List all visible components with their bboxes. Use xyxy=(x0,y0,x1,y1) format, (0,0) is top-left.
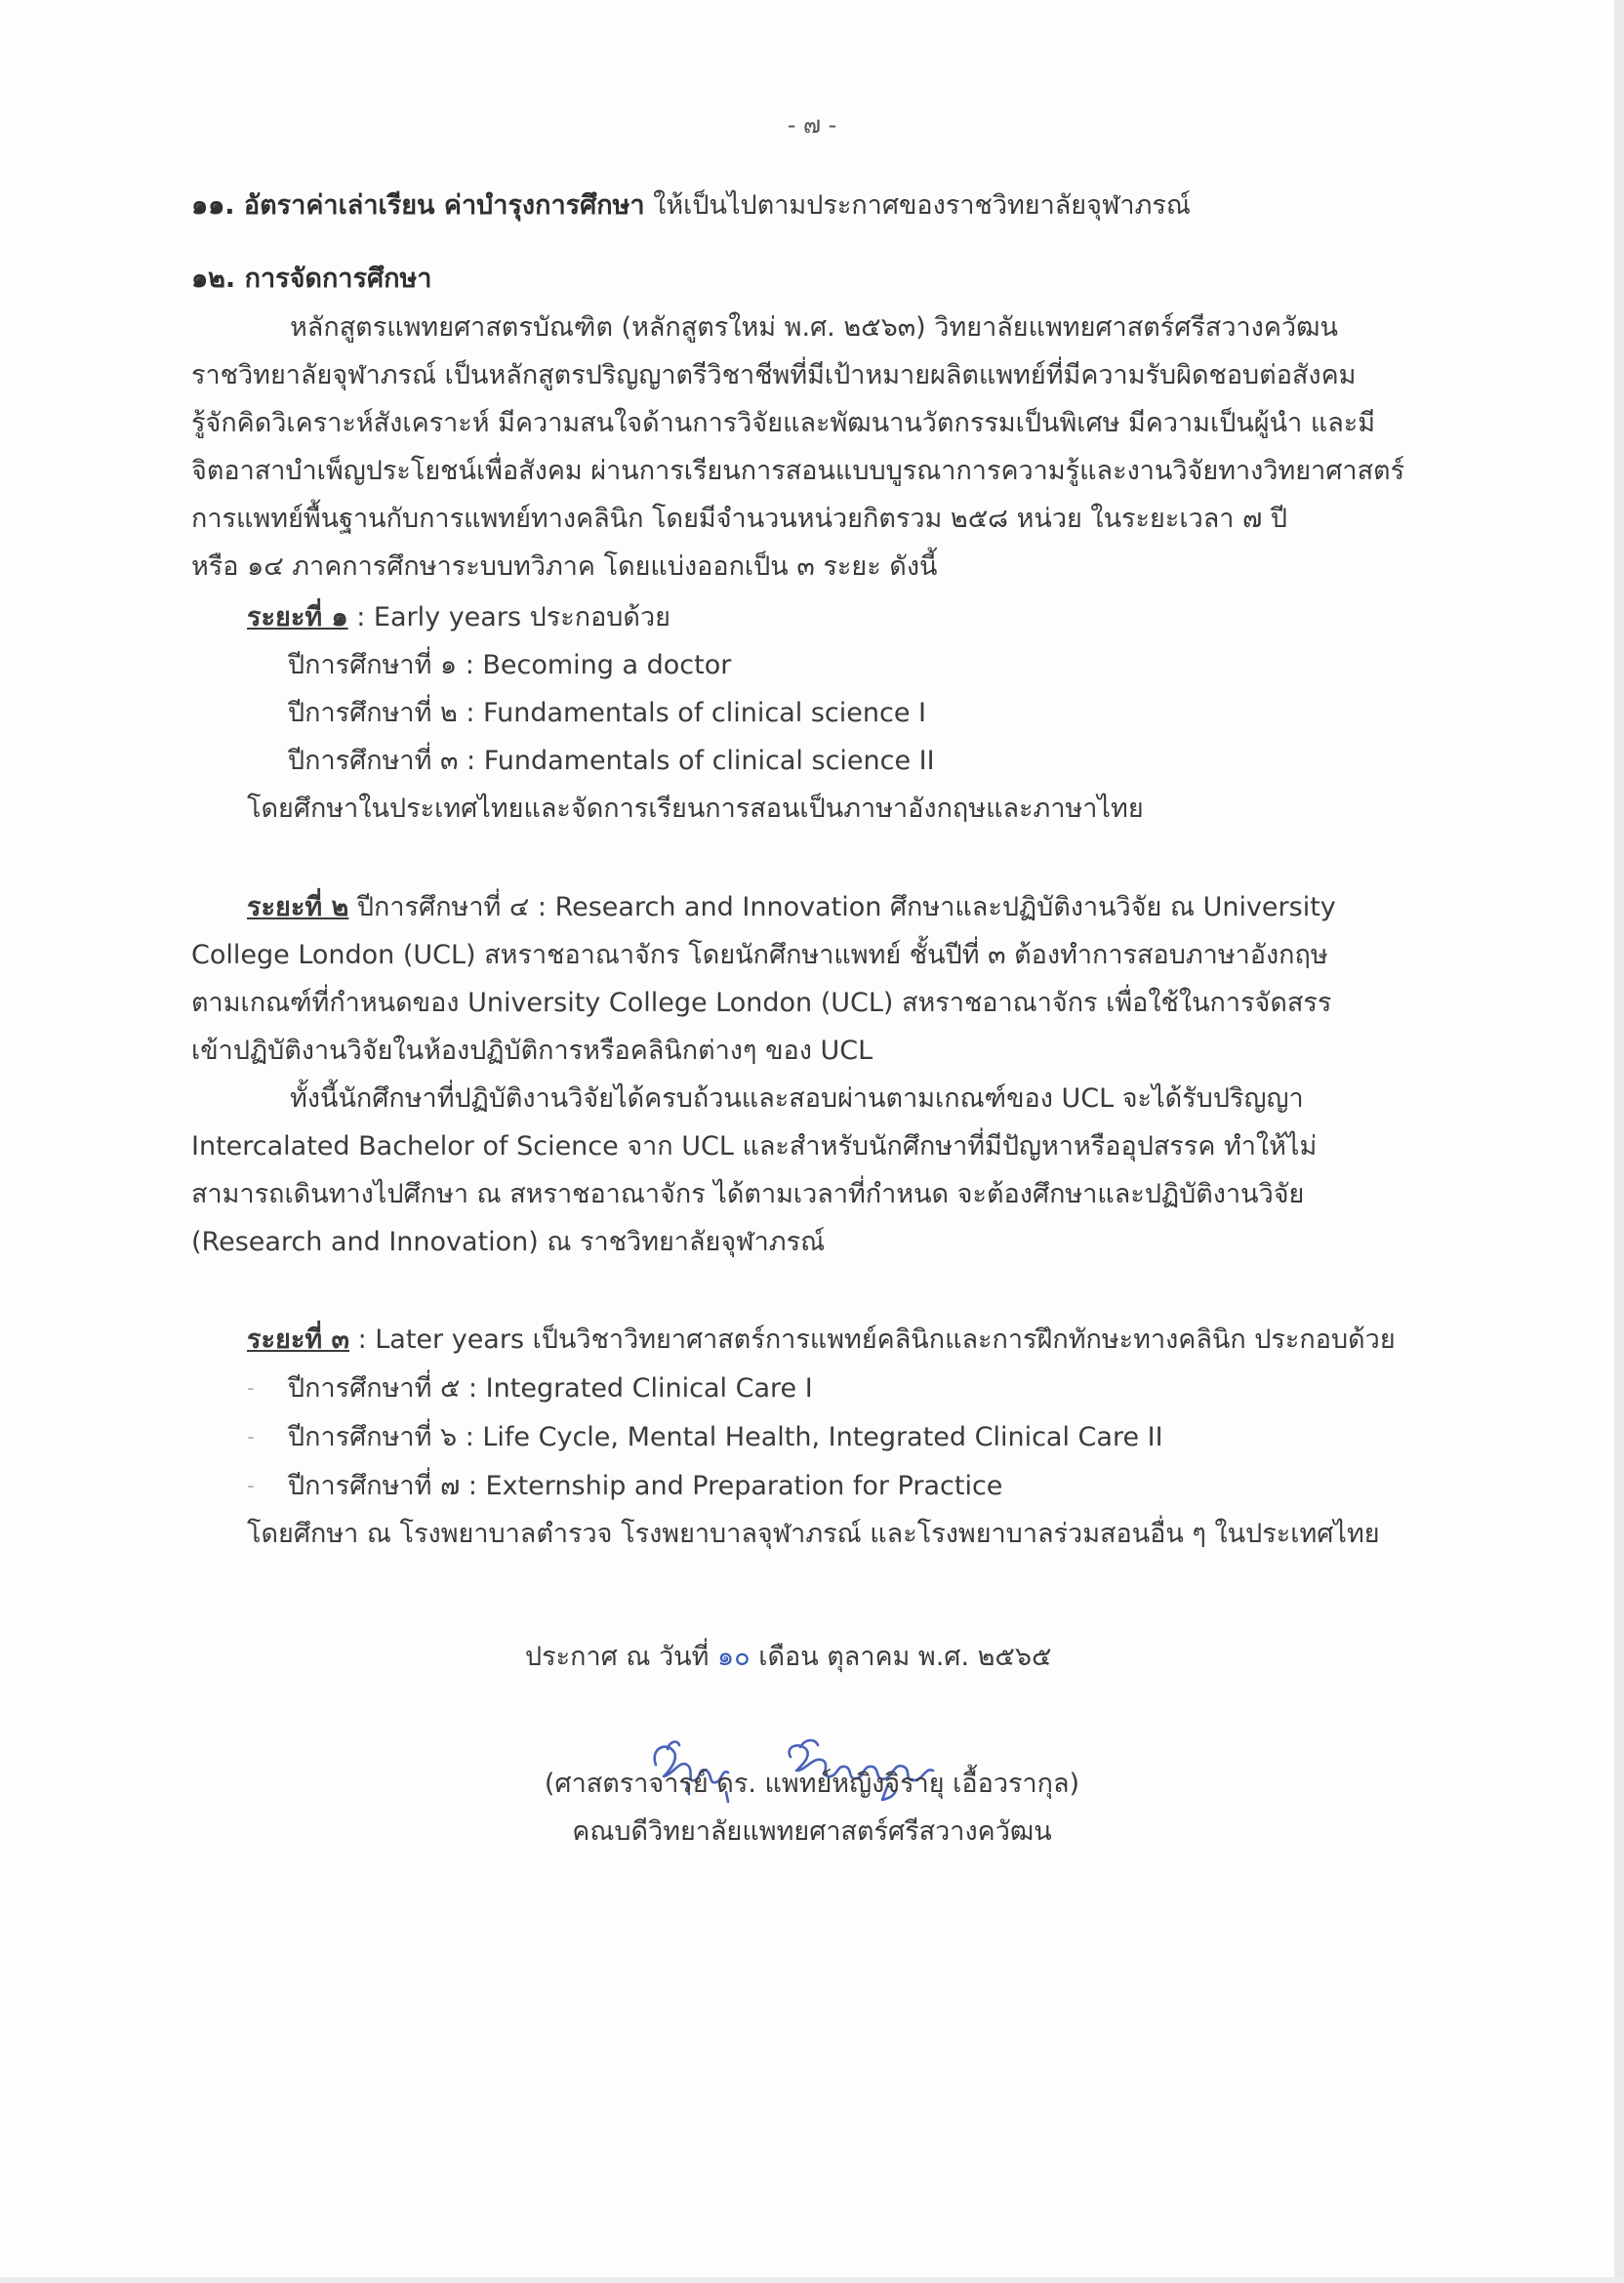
phase-1-year: ปีการศึกษาที่ ๓ : Fundamentals of clinical science II xyxy=(288,746,935,776)
phase-1-label: ระยะที่ ๑ xyxy=(247,602,348,632)
paragraph-line: รู้จักคิดวิเคราะห์สังเคราะห์ มีความสนใจด้านการวิจัยและพัฒนานวัตกรรมเป็นพิเศษ มีความเป็นผู้นำ และมี xyxy=(191,408,1376,438)
section-12-heading: ๑๒. การจัดการศึกษา xyxy=(191,264,432,294)
announcement-prefix: ประกาศ ณ วันที่ xyxy=(525,1642,718,1672)
phase-2-paragraph-line: ทั้งนี้นักศึกษาที่ปฏิบัติงานวิจัยได้ครบถ้วนและสอบผ่านตามเกณฑ์ของ UCL จะได้รับปริญญา xyxy=(290,1083,1304,1114)
signer-position: คณบดีวิทยาลัยแพทยศาสตร์ศรีสวางควัฒน xyxy=(572,1816,1052,1847)
phase-1-heading xyxy=(247,600,670,635)
section-11-heading: ๑๑. อัตราค่าเล่าเรียน ค่าบำรุงการศึกษา xyxy=(191,190,645,221)
phase-2-paragraph-line: สามารถเดินทางไปศึกษา ณ สหราชอาณาจักร ได้ตามเวลาที่กำหนด จะต้องศึกษาและปฏิบัติงานวิจัย xyxy=(191,1179,1305,1209)
paragraph-line: หรือ ๑๔ ภาคการศึกษาระบบทวิภาค โดยแบ่งออกเป็น ๓ ระยะ ดังนี้ xyxy=(191,551,938,582)
bullet-dash: - xyxy=(247,1376,255,1401)
phase-2-line: เข้าปฏิบัติงานวิจัยในห้องปฏิบัติการหรือคลินิกต่างๆ ของ UCL xyxy=(191,1036,873,1066)
phase-2-line: ตามเกณฑ์ที่กำหนดของ University College London (UCL) สหราชอาณาจักร เพื่อใช้ในการจัดสรร xyxy=(191,988,1332,1018)
phase-2-text: ปีการศึกษาที่ ๔ : Research and Innovation ศึกษาและปฏิบัติงานวิจัย ณ University xyxy=(348,892,1336,922)
signer-name: (ศาสตราจารย์ ดร. แพทย์หญิงจิรายุ เอื้อวรากุล) xyxy=(544,1769,1080,1799)
paragraph-line: ราชวิทยาลัยจุฬาภรณ์ เป็นหลักสูตรปริญญาตรีวิชาชีพที่มีเป้าหมายผลิตแพทย์ที่มีความรับผิดชอบต่อสังคม xyxy=(191,360,1357,390)
phase-3-label: ระยะที่ ๓ xyxy=(247,1325,349,1355)
phase-3-title: : Later years เป็นวิชาวิทยาศาสตร์การแพทย์คลินิกและการฝึกทักษะทางคลินิก ประกอบด้วย xyxy=(348,1325,1396,1355)
scan-edge-bottom xyxy=(0,2277,1624,2283)
paragraph-line: การแพทย์พื้นฐานกับการแพทย์ทางคลินิก โดยมีจำนวนหน่วยกิตรวม ๒๕๘ หน่วย ในระยะเวลา ๗ ปี xyxy=(191,504,1288,534)
phase-2-paragraph-line: Intercalated Bachelor of Science จาก UCL และสำหรับนักศึกษาที่มีปัญหาหรืออุปสรรค ทำให้ไม่ xyxy=(191,1131,1318,1162)
paragraph-line: จิตอาสาบำเพ็ญประโยชน์เพื่อสังคม ผ่านการเรียนการสอนแบบบูรณาการความรู้และงานวิจัยทางวิทยาศาสตร์ xyxy=(191,456,1405,486)
bullet-dash: - xyxy=(247,1474,255,1498)
phase-3-year: ปีการศึกษาที่ ๗ : Externship and Preparation for Practice xyxy=(288,1471,1003,1501)
phase-2-label: ระยะที่ ๒ xyxy=(247,892,349,922)
phase-1-note: โดยศึกษาในประเทศไทยและจัดการเรียนการสอนเป็นภาษาอังกฤษและภาษาไทย xyxy=(247,794,1144,824)
bullet-dash: - xyxy=(247,1425,255,1449)
page-number: - ๗ - xyxy=(787,111,837,139)
phase-2-paragraph-line: (Research and Innovation) ณ ราชวิทยาลัยจุฬาภรณ์ xyxy=(191,1227,826,1257)
paragraph-line: หลักสูตรแพทยศาสตรบัณฑิต (หลักสูตรใหม่ พ.ศ. ๒๕๖๓) วิทยาลัยแพทยศาสตร์ศรีสวางควัฒน xyxy=(290,312,1338,343)
phase-1-year: ปีการศึกษาที่ ๑ : Becoming a doctor xyxy=(288,650,732,680)
announcement-day: ๑๐ xyxy=(717,1642,751,1672)
phase-3-heading xyxy=(247,1323,1396,1358)
scan-edge-right xyxy=(1614,0,1624,2283)
phase-3-year: ปีการศึกษาที่ ๖ : Life Cycle, Mental Health, Integrated Clinical Care II xyxy=(288,1422,1163,1452)
phase-3-year: ปีการศึกษาที่ ๕ : Integrated Clinical Care I xyxy=(288,1373,813,1404)
phase-1-title: : Early years ประกอบด้วย xyxy=(347,602,670,632)
phase-2-line: College London (UCL) สหราชอาณาจักร โดยนักศึกษาแพทย์ ชั้นปีที่ ๓ ต้องทำการสอบภาษาอังกฤษ xyxy=(191,940,1328,970)
phase-2-first-line xyxy=(247,890,1336,925)
announcement-suffix: เดือน ตุลาคม พ.ศ. ๒๕๖๕ xyxy=(750,1642,1052,1672)
section-11 xyxy=(191,188,1191,224)
section-11-text: ให้เป็นไปตามประกาศของราชวิทยาลัยจุฬาภรณ์ xyxy=(653,190,1191,221)
phase-1-year: ปีการศึกษาที่ ๒ : Fundamentals of clinical science I xyxy=(288,698,926,728)
announcement-date xyxy=(525,1640,1051,1675)
phase-3-note: โดยศึกษา ณ โรงพยาบาลตำรวจ โรงพยาบาลจุฬาภรณ์ และโรงพยาบาลร่วมสอนอื่น ๆ ในประเทศไทย xyxy=(247,1519,1380,1549)
